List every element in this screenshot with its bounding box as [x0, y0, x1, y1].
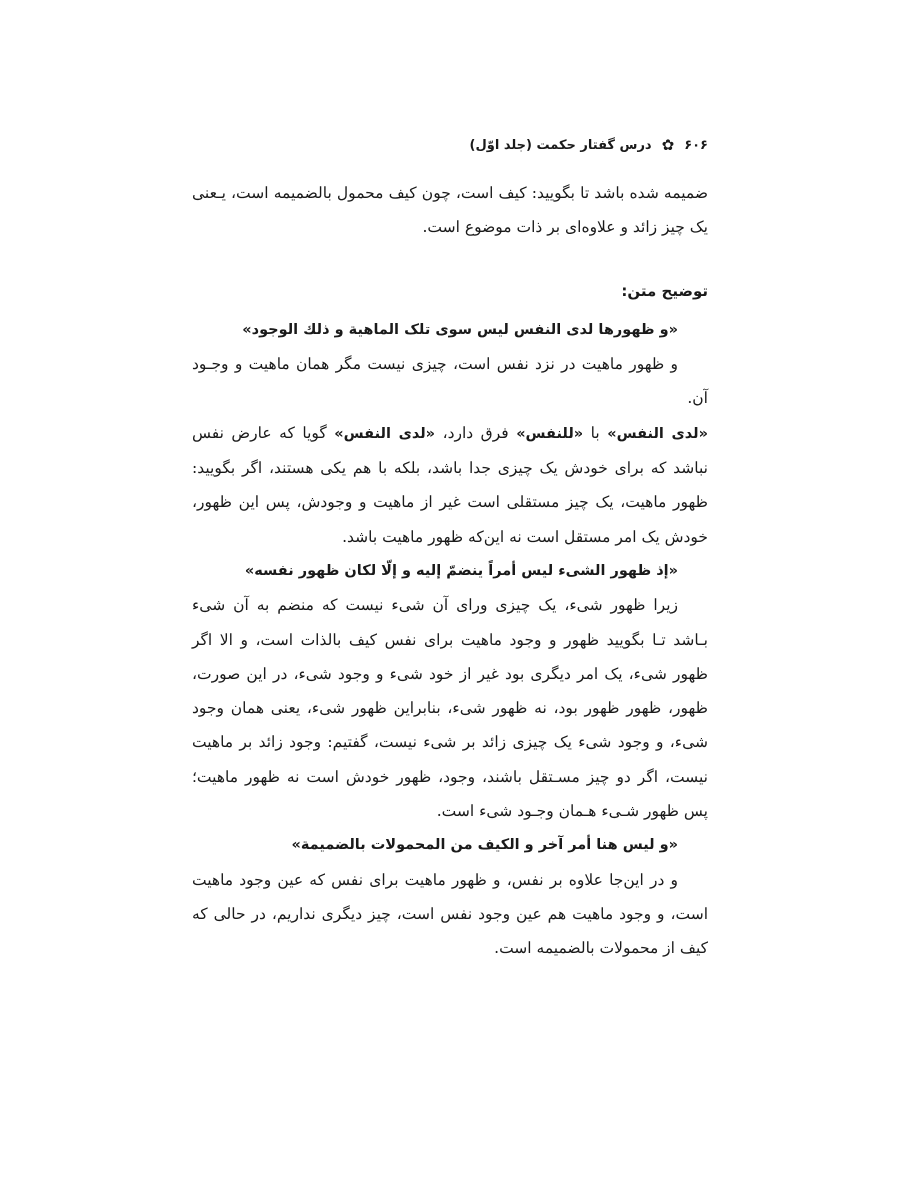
main-text	[192, 176, 708, 966]
paragraph-3	[192, 416, 708, 554]
paragraph-3-text-2: فرق دارد،	[435, 423, 517, 442]
paragraph-3-text-1: با	[583, 423, 608, 442]
paragraph-4: زیرا ظهور شیء، یک چیزی ورای آن شیء نیست که منضم به آن شیء بـاشد تـا بگویید ظهور و وجود ماهیت برای نفس کیف بالذات است، و الا اگر ظهور شیء، یک امر دیگری بود غیر از خود شیء و وجود شیء، در این صورت، ظهور، ظهور ظهور بود، نه ظهور شیء، بنابراین ظهور شیء، یعنی همان وجود شیء، و وجود شیء یک چیزی زائد بر شیء نیست، گفتیم: وجود زائد بر ماهیت نیست، اگر دو چیز مسـتقل باشند، وجود، ظهور خودش است نه ظهور ماهیت؛ پس ظهور شـیء هـمان وجـود شیء است.	[192, 596, 708, 821]
section-heading: توضیح متن:	[621, 281, 708, 300]
arabic-quote-1: «و ظهورها لدی النفس لیس سوی تلک الماهیة و ذلك الوجود»	[242, 321, 678, 338]
page-number: ۶۰۶	[684, 138, 708, 153]
bold-term-1: «لدی النفس»	[607, 425, 708, 442]
paragraph-2: و ظهور ماهیت در نزد نفس است، چیزی نیست مگر همان ماهیت و وجـود آن.	[192, 355, 708, 408]
bold-term-2: «للنفس»	[516, 425, 584, 442]
arabic-quote-2: «إذ ظهور الشیء لیس أمراً ینضمّ إلیه و إلّا لکان ظهور نفسه»	[244, 562, 678, 579]
running-header	[470, 138, 708, 153]
arabic-quote-3: «و لیس هنا أمر آخر و الکیف من المحمولات بالضمیمة»	[291, 837, 678, 854]
book-title: درس گفتار حکمت (جلد اوّل)	[469, 138, 652, 153]
paragraph-3-text-3: گویا که عارض نفس نباشد که برای خودش یک چیزی جدا باشد، بلکه با هم یکی هستند، اگر بگویید: ظهور ماهیت، یک چیز مستقلی است غیر از ماهیت و وجودش، پس این ظهور، خودش یک امر مستقل است نه این‌که ظهور ماهیت باشد.	[192, 423, 708, 546]
flower-ornament-icon: ✿	[661, 136, 675, 154]
paragraph-continued: ضمیمه شده باشد تا بگویید: کیف است، چون کیف محمول بالضمیمه است، یـعنی یک چیز زائد و علاوه‌ای بر ذات موضوع است.	[192, 184, 708, 237]
paragraph-5: و در این‌جا علاوه بر نفس، و ظهور ماهیت برای نفس که عین وجود ماهیت است، و وجود ماهیت هم عین وجود نفس است، چیز دیگری نداریم، در حالی که کیف از محمولات بالضمیمه است.	[192, 870, 708, 958]
bold-term-3: «لدی النفس»	[334, 425, 436, 442]
